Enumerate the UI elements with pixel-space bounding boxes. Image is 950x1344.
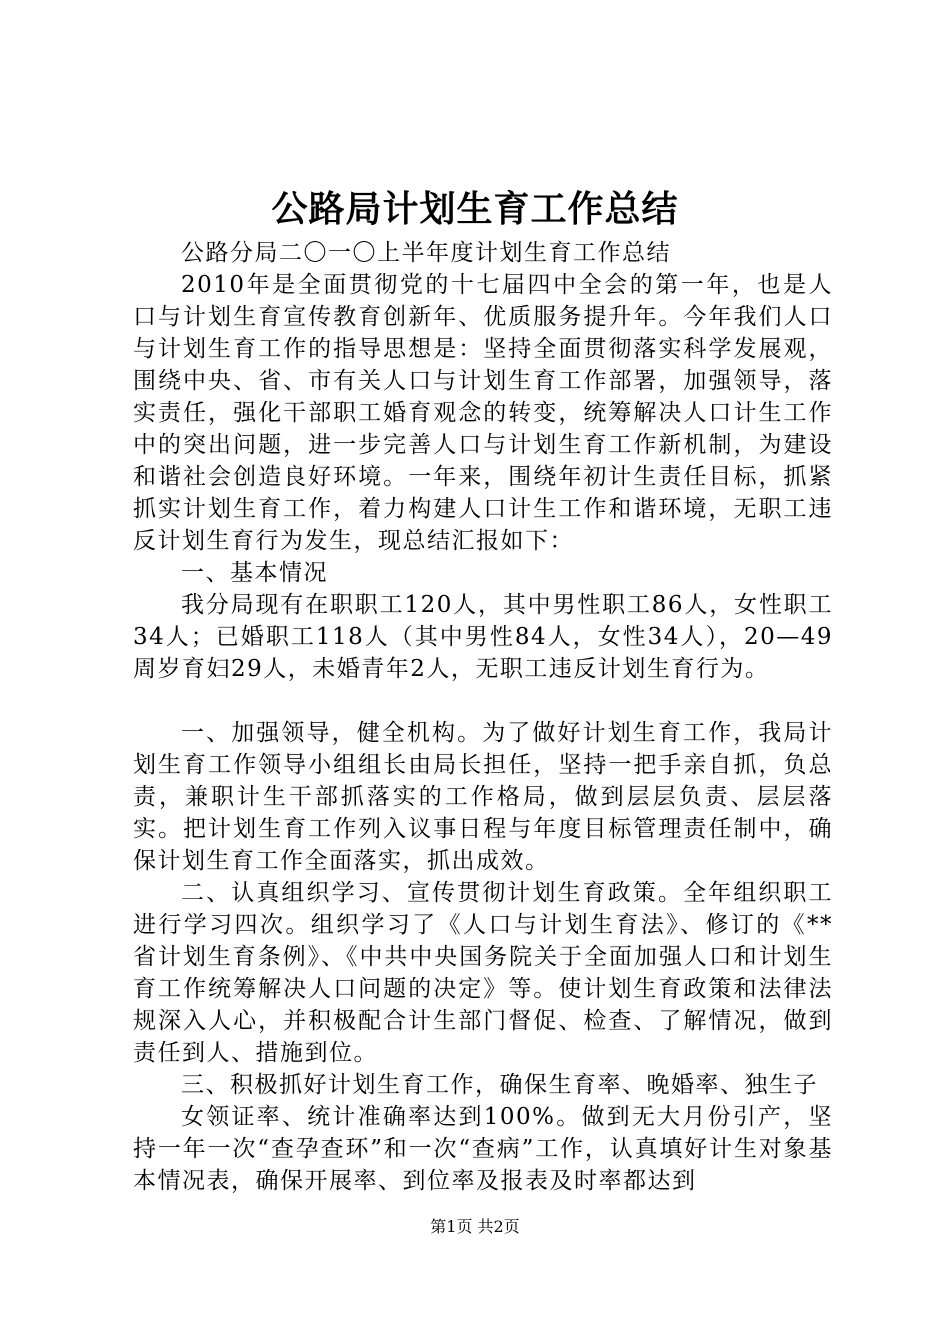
certification-paragraph: 女领证率、统计准确率达到100%。做到无大月份引产，坚持一年一次“查孕查环”和一次“查病”工作，认真填好计生对象基本情况表，确保开展率、到位率及报表及时率都达到 <box>133 1104 833 1194</box>
work-heading-paragraph: 三、积极抓好计划生育工作，确保生育率、晚婚率、独生子 <box>181 1072 818 1098</box>
document-title: 公路局计划生育工作总结 <box>271 188 679 230</box>
study-policy-paragraph: 二、认真组织学习、宣传贯彻计划生育政策。全年组织职工进行学习四次。组织学习了《人口与计划生育法》、修订的《**省计划生育条例》、《中共中央国务院关于全面加强人口和计划生育工作统筹解决人口问题的决定》等。使计划生育政策和法律法规深入人心，并积极配合计生部门督促、检查、了解情况，做到责任到人、措施到位。 <box>133 880 833 1066</box>
section-heading-basic: 一、基本情况 <box>181 560 328 586</box>
page-footer: 第1页 共2页 <box>430 1217 520 1236</box>
document-body <box>133 237 833 1197</box>
leadership-paragraph: 一、加强领导，健全机构。为了做好计划生育工作，我局计划生育工作领导小组组长由局长担任，坚持一把手亲自抓，负总责，兼职计生干部抓落实的工作格局，做到层层负责、层层落实。把计划生育工作列入议事日程与年度目标管理责任制中，确保计划生育工作全面落实，抓出成效。 <box>133 720 833 874</box>
intro-paragraph: 2010年是全面贯彻党的十七届四中全会的第一年，也是人口与计划生育宣传教育创新年、优质服务提升年。今年我们人口与计划生育工作的指导思想是：坚持全面贯彻落实科学发展观，围绕中央、省、市有关人口与计划生育工作部署，加强领导，落实责任，强化干部职工婚育观念的转变，统筹解决人口计生工作中的突出问题，进一步完善人口与计划生育工作新机制，为建设和谐社会创造良好环境。一年来，围绕年初计生责任目标，抓紧抓实计划生育工作，着力构建人口计生工作和谐环境，无职工违反计划生育行为发生，现总结汇报如下： <box>133 272 833 554</box>
subtitle-paragraph: 公路分局二〇一〇上半年度计划生育工作总结 <box>181 240 671 266</box>
basic-info-paragraph: 我分局现有在职职工120人，其中男性职工86人，女性职工34人；已婚职工118人（其中男性84人，女性34人），20—49周岁育妇29人，未婚青年2人，无职工违反计划生育行为。 <box>133 592 833 682</box>
